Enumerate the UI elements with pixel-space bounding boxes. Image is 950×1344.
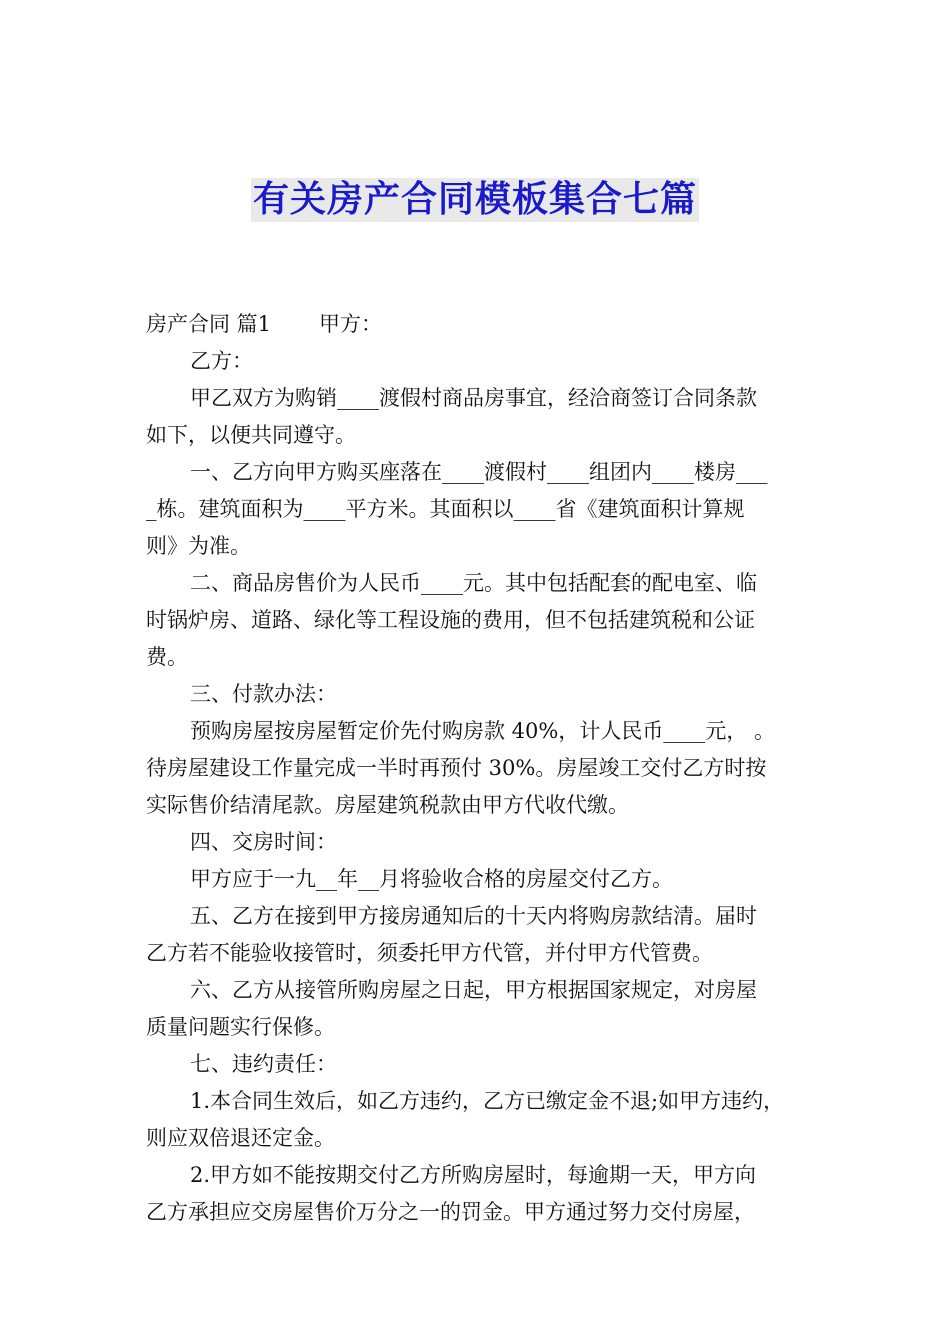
paragraph-line: 二、商品房售价为人民币____元。其中包括配套的配电室、临 [190,571,757,595]
paragraph-line: 如下，以便共同遵守。 [146,423,356,447]
document-body [146,306,822,1231]
paragraph-line: 五、乙方在接到甲方接房通知后的十天内将购房款结清。届时 [190,904,757,928]
paragraph-line: 一、乙方向甲方购买座落在____渡假村____组团内____楼房___ [190,460,768,484]
paragraph-line: 预购房屋按房屋暂定价先付购房款 40%，计人民币____元， 。 [190,719,776,743]
paragraph-line: 六、乙方从接管所购房屋之日起，甲方根据国家规定，对房屋 [190,978,757,1002]
header-line [146,306,822,343]
paragraph-line: _栋。建筑面积为____平方米。其面积以____省《建筑面积计算规 [146,497,745,521]
paragraph-line: 七、违约责任： [190,1052,337,1076]
paragraph-line: 则应双倍退还定金。 [146,1126,335,1150]
paragraph-line: 时锅炉房、道路、绿化等工程设施的费用，但不包括建筑税和公证 [146,608,755,632]
title-container [0,178,950,222]
paragraph-line: 质量问题实行保修。 [146,1015,335,1039]
paragraph-line: 则》为准。 [146,534,251,558]
paragraph-line: 乙方若不能验收接管时，须委托甲方代管，并付甲方代管费。 [146,941,713,965]
paragraph-line: 三、付款办法： [190,682,337,706]
paragraph-lines [146,343,822,1231]
paragraph-line: 费。 [146,645,188,669]
paragraph-line: 甲方应于一九__年__月将验收合格的房屋交付乙方。 [190,867,673,891]
paragraph-line: 2.甲方如不能按期交付乙方所购房屋时，每逾期一天，甲方向 [190,1163,757,1187]
section-label: 房产合同 篇1 [146,312,272,336]
paragraph-line: 四、交房时间： [190,830,337,854]
party-a-label: 甲方： [319,312,383,336]
paragraph-line: 甲乙双方为购销____渡假村商品房事宜，经洽商签订合同条款 [190,386,757,410]
paragraph-line: 乙方承担应交房屋售价万分之一的罚金。甲方通过努力交付房屋， [146,1200,755,1224]
paragraph-line: 乙方： [190,349,253,373]
paragraph-line: 实际售价结清尾款。房屋建筑税款由甲方代收代缴。 [146,793,629,817]
paragraph-line: 1.本合同生效后，如乙方违约，乙方已缴定金不退;如甲方违约， [190,1089,785,1113]
document-title: 有关房产合同模板集合七篇 [252,179,697,220]
paragraph-line: 待房屋建设工作量完成一半时再预付 30%。房屋竣工交付乙方时按 [146,756,767,780]
